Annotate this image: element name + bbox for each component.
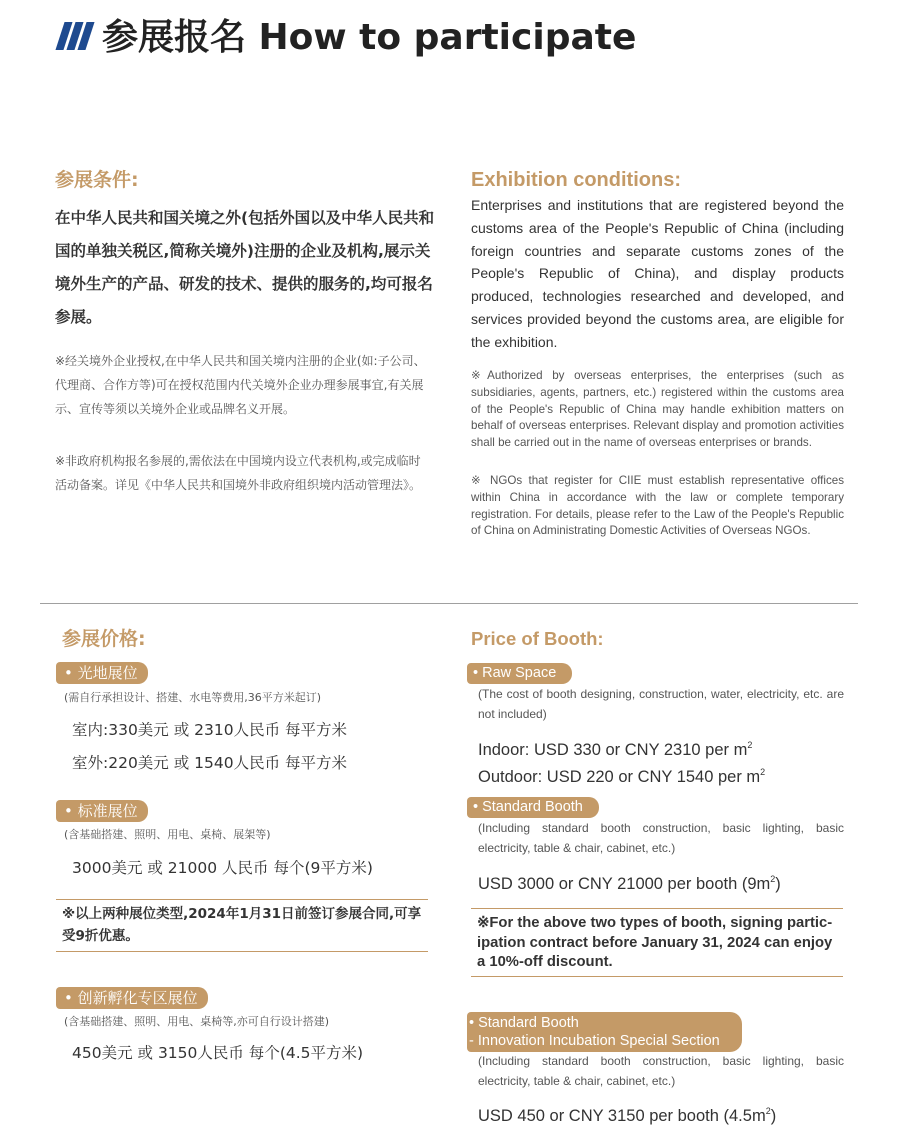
en-raw-outdoor-price: Outdoor: USD 220 or CNY 1540 per $m^2$ [478, 767, 766, 786]
en-raw-indoor-price: Indoor: USD 330 or CNY 2310 per $m^2$ [478, 740, 753, 759]
en-conditions-note-1: ※Authorized by overseas enterprises, the enterprises (such as subsidiaries, agents, partners, etc.) registered within the customs area of the People's Republic of China may handle exhibition matters on behalf of overseas enterprises. Relevant display and promotion activities shall be carried out in the name of overseas enterprises or brands. [471, 369, 844, 450]
zh-incubation-booth-label: • 创新孵化专区展位 [56, 987, 208, 1009]
zh-raw-space-label: • 光地展位 [56, 662, 148, 684]
en-incubation-booth-label-line-1: • Standard Booth [469, 1015, 579, 1031]
en-standard-booth-label: • Standard Booth [467, 797, 599, 818]
zh-discount-text: ※以上两种展位类型,2024年1月31日前签订参展合同,可享受9折优惠。 [62, 906, 422, 944]
zh-standard-booth-note: (含基础搭建、照明、用电、桌椅、展架等) [64, 828, 271, 841]
zh-incubation-booth-note: (含基础搭建、照明、用电、桌椅等,亦可自行设计搭建) [64, 1015, 330, 1028]
logo-stripes-icon [56, 22, 94, 50]
en-conditions-body: Enterprises and institutions that are registered beyond the customs area of the People's Republic of China (including foreign countries and separate customs zones of the People's Republic of China), and display products produced, technologies researched and developed, and services provided beyond the customs area, are eligible for the exhibition. [471, 197, 844, 350]
en-prices-heading: Price of Booth: [471, 628, 604, 649]
zh-conditions-heading: 参展条件: [55, 169, 139, 191]
zh-conditions-note-2: ※非政府机构报名参展的,需依法在中国境内设立代表机构,或完成临时活动备案。详见《中华人民共和国境外非政府组织境内活动管理法》。 [55, 454, 422, 492]
zh-raw-indoor-price: 室内:330美元 或 2310人民币 每平方米 [72, 721, 348, 739]
en-incubation-booth-note: (Including standard booth construction, basic lighting, basic electricity, table & chair, cabinet, etc.) [478, 1054, 844, 1088]
en-raw-space-label: • Raw Space [467, 663, 572, 684]
zh-standard-booth-price: 3000美元 或 21000 人民币 每个(9平方米) [72, 859, 373, 877]
page-title: 参展报名 How to participate [102, 17, 637, 58]
en-incubation-booth-label-line-2: - Innovation Incubation Special Section [469, 1033, 720, 1049]
zh-standard-booth-label: • 标准展位 [56, 800, 148, 822]
zh-discount-box [56, 899, 428, 952]
en-incubation-booth-price: USD 450 or CNY 3150 per booth $(4.5m^2)$ [478, 1106, 777, 1125]
en-raw-space-note: (The cost of booth designing, construction, water, electricity, etc. are not included) [478, 687, 844, 721]
en-conditions-heading: Exhibition conditions: [471, 169, 681, 191]
zh-conditions-body: 在中华人民共和国关境之外(包括外国以及中华人民共和国的单独关税区,简称关境外)注册的企业及机构,展示关境外生产的产品、研发的技术、提供的服务的,均可报名参展。 [55, 209, 435, 326]
zh-raw-outdoor-price: 室外:220美元 或 1540人民币 每平方米 [72, 754, 348, 772]
zh-raw-space-note: (需自行承担设计、搭建、水电等费用,36平方米起订) [64, 691, 322, 704]
en-incubation-booth-label [467, 1012, 742, 1052]
en-discount-box [471, 908, 843, 977]
en-standard-booth-price: USD 3000 or CNY 21000 per booth $(9m^2)$ [478, 874, 781, 893]
en-standard-booth-note: (Including standard booth construction, basic lighting, basic electricity, table & chair, cabinet, etc.) [478, 821, 844, 855]
en-conditions-note-2: ※ NGOs that register for CIIE must establish representative offices within China in accordance with the law or complete temporary registration. For details, please refer to the Law of the People's Republic of China on Administrating Domestic Activities of Overseas NGOs. [471, 474, 844, 538]
en-discount-text: ※For the above two types of booth, signing partic-ipation contract before January 31, 2024 can enjoy a 10%-off discount. [477, 915, 833, 970]
section-divider [40, 603, 858, 604]
zh-incubation-booth-price: 450美元 或 3150人民币 每个(4.5平方米) [72, 1044, 364, 1062]
zh-conditions-note-1: ※经关境外企业授权,在中华人民共和国关境内注册的企业(如:子公司、代理商、合作方等)可在授权范围内代关境外企业办理参展事宜,有关展示、宣传等须以关境外企业或品牌名义开展。 [55, 354, 426, 416]
zh-prices-heading: 参展价格: [62, 628, 146, 650]
